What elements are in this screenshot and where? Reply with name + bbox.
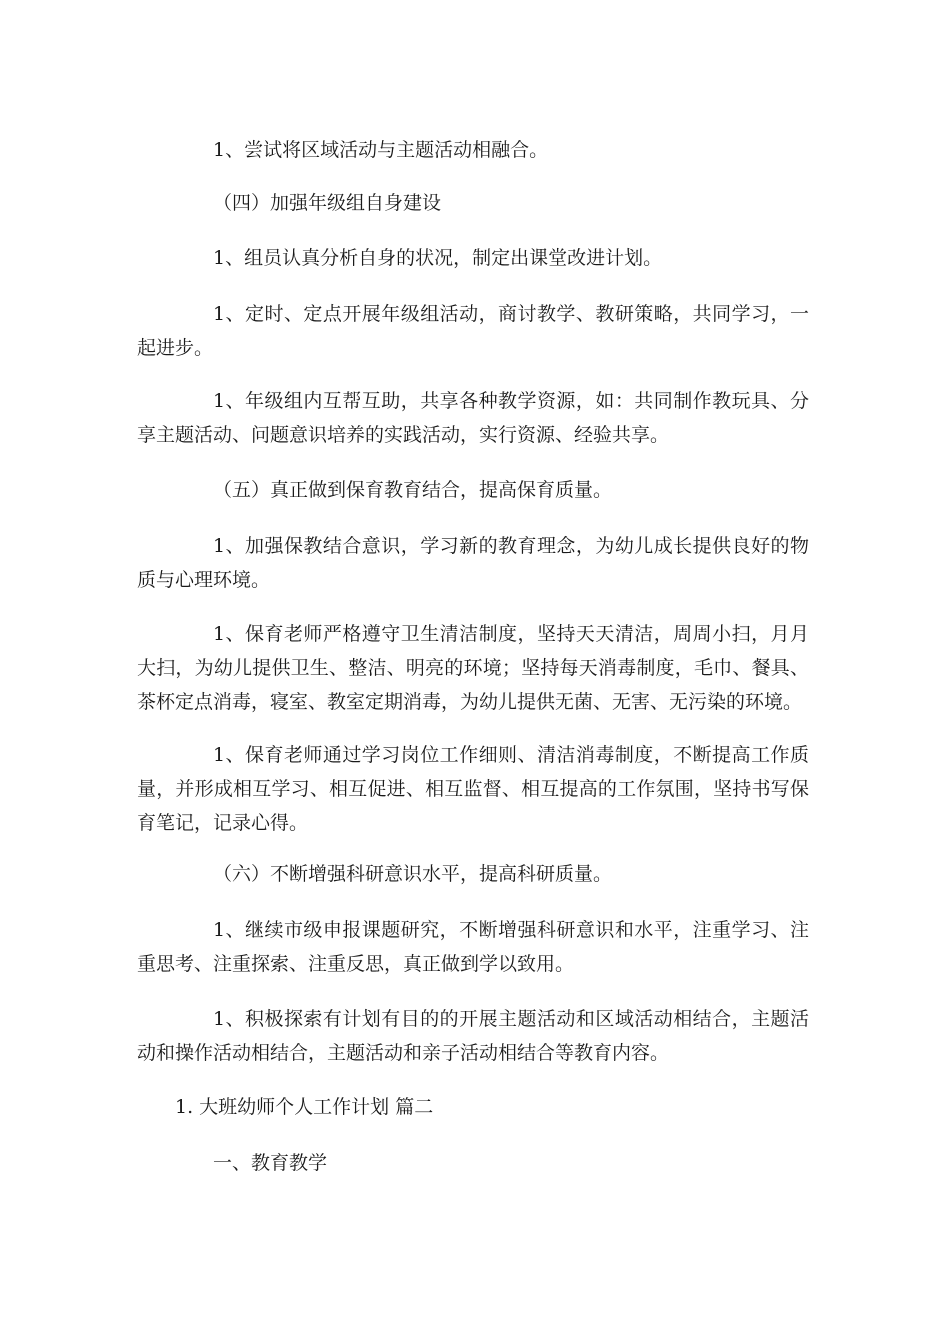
section-heading-5: （五）真正做到保育教育结合，提高保育质量。 [213,479,613,501]
section-heading-6: （六）不断增强科研意识水平，提高科研质量。 [213,863,613,885]
paragraph-9: 1、积极探索有计划有目的的开展主题活动和区域活动相结合，主题活动和操作活动相结合，主题活动和亲子活动相结合等教育内容。 [137,1008,809,1064]
paragraph-1: 1、尝试将区域活动与主题活动相融合。 [213,139,549,161]
article-title: 1. 大班幼师个人工作计划 篇二 [175,1096,434,1118]
section-heading-4: （四）加强年级组自身建设 [213,192,442,214]
paragraph-3: 1、定时、定点开展年级组活动，商讨教学、教研策略，共同学习，一起进步。 [137,303,809,359]
paragraph-2: 1、组员认真分析自身的状况，制定出课堂改进计划。 [213,247,663,269]
paragraph-5: 1、加强保教结合意识，学习新的教育理念，为幼儿成长提供良好的物质与心理环境。 [137,535,809,591]
paragraph-8: 1、继续市级申报课题研究，不断增强科研意识和水平，注重学习、注重思考、注重探索、注重反思，真正做到学以致用。 [137,919,809,975]
section-heading-1: 一、教育教学 [213,1152,328,1174]
paragraph-4: 1、年级组内互帮互助，共享各种教学资源，如：共同制作教玩具、分享主题活动、问题意识培养的实践活动，实行资源、经验共享。 [137,390,809,446]
paragraph-6: 1、保育老师严格遵守卫生清洁制度，坚持天天清洁，周周小扫，月月大扫，为幼儿提供卫生、整洁、明亮的环境；坚持每天消毒制度，毛巾、餐具、茶杯定点消毒，寝室、教室定期消毒，为幼儿提供无菌、无害、无污染的环境。 [137,623,809,713]
paragraph-7: 1、保育老师通过学习岗位工作细则、清洁消毒制度，不断提高工作质量，并形成相互学习、相互促进、相互监督、相互提高的工作氛围，坚持书写保育笔记，记录心得。 [137,744,809,834]
